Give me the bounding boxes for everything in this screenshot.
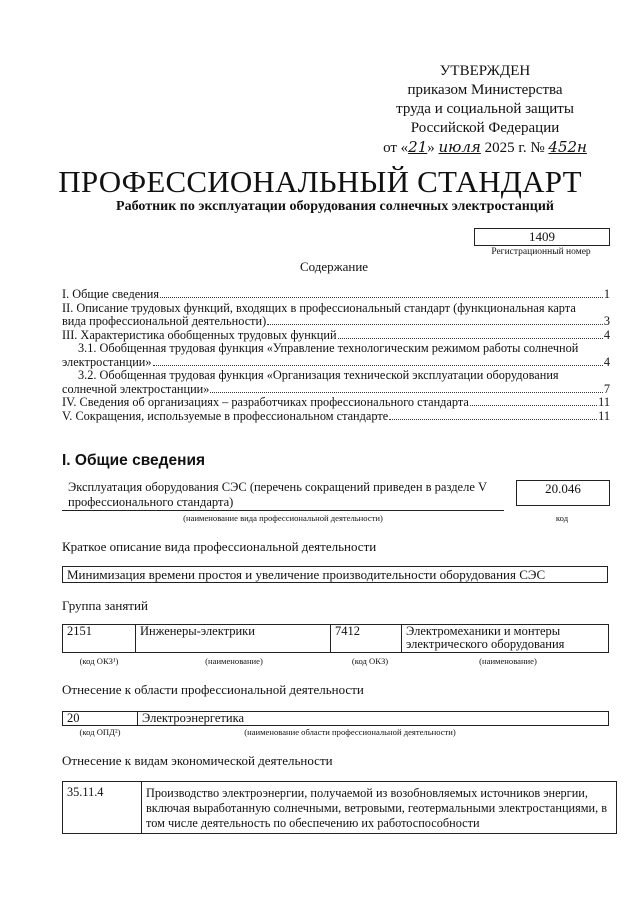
caption-opd-code: (код ОПД²): [79, 727, 121, 737]
toc-item[interactable]: IV. Сведения об организациях – разработчиках профессионального стандарта 11: [62, 395, 610, 409]
caption-okz-code: (код ОКЗ): [351, 656, 389, 666]
occupation-name: Электромеханики и монтеры электрического оборудования: [402, 625, 609, 653]
date-day: 21: [408, 138, 428, 156]
caption-okz-code: (код ОКЗ¹): [79, 656, 119, 666]
area-name: Электроэнергетика: [138, 712, 609, 726]
area-label: Отнесение к области профессиональной деятельности: [62, 682, 364, 697]
occupation-group-label: Группа занятий: [62, 598, 148, 613]
approval-line-1: УТВЕРЖДЕН: [439, 63, 531, 79]
econ-label: Отнесение к видам экономической деятельности: [62, 753, 333, 768]
econ-activity-name: Производство электроэнергии, получаемой из возобновляемых источников энергии, включая выработанную солнечными, ветровыми, геотермальными электростанциями, в том числе деятельность по обеспечению их работоспособности: [142, 782, 617, 834]
approval-date: [360, 138, 610, 158]
registration-number: 1409: [474, 228, 610, 246]
brief-description: Минимизация времени простоя и увеличение производительности оборудования СЭС: [62, 566, 608, 583]
area-table: [62, 711, 609, 726]
okz-code: 2151: [63, 625, 136, 653]
order-number: 452н: [548, 138, 587, 156]
activity-caption: (наименование вида профессиональной деятельности): [183, 513, 383, 523]
toc-item[interactable]: III. Характеристика обобщенных трудовых функций 4: [62, 327, 610, 342]
table-of-contents: [62, 288, 610, 423]
code-caption: код: [555, 513, 569, 523]
approval-line-2: приказом Министерства: [407, 82, 563, 98]
opd-code: 20: [63, 712, 138, 726]
document-title: ПРОФЕССИОНАЛЬНЫЙ СТАНДАРТ: [58, 164, 582, 199]
contents-heading: Содержание: [299, 259, 369, 274]
occupation-name: Инженеры-электрики: [136, 625, 331, 653]
approval-line-3: труда и социальной защиты: [396, 101, 574, 117]
approval-block: [360, 62, 610, 158]
okz-code: 7412: [331, 625, 402, 653]
toc-item[interactable]: I. Общие сведения 1: [62, 287, 610, 301]
caption-name: (наименование): [205, 656, 263, 666]
caption-area-name: (наименование области профессиональной деятельности): [244, 727, 456, 737]
date-month: июля: [438, 138, 481, 156]
document-subtitle: Работник по эксплуатации оборудования солнечных электростанций: [116, 199, 554, 214]
date-sep: »: [427, 140, 435, 156]
brief-label: Краткое описание вида профессиональной деятельности: [62, 539, 377, 554]
toc-item[interactable]: II. Описание трудовых функций, входящих в профессиональный стандарт (функциональная карта вида профессиональной деятельности) 3: [62, 300, 610, 328]
date-prefix: от «: [383, 140, 409, 156]
activity-underline: [62, 510, 504, 511]
registration-label: Регистрационный номер: [491, 247, 591, 257]
toc-item[interactable]: 3.2. Обобщенная трудовая функция «Организация технической эксплуатации оборудования солнечной электростанции» 7: [62, 368, 610, 396]
section-heading: I. Общие сведения: [62, 452, 206, 469]
date-year: 2025 г. №: [484, 140, 545, 156]
toc-item[interactable]: V. Сокращения, используемые в профессиональном стандарте 11: [62, 408, 610, 423]
caption-name: (наименование): [479, 656, 537, 666]
occupation-table: [62, 624, 609, 653]
activity-code: 20.046: [516, 480, 610, 506]
activity-name: Эксплуатация оборудования СЭС (перечень сокращений приведен в разделе V профессионального стандарта): [68, 480, 487, 509]
approval-line-4: Российской Федерации: [410, 120, 560, 136]
okved-code: 35.11.4: [63, 782, 142, 834]
toc-item[interactable]: 3.1. Обобщенная трудовая функция «Управление технологическим режимом работы солнечной электростанции» 4: [62, 341, 610, 369]
econ-table: [62, 781, 617, 834]
